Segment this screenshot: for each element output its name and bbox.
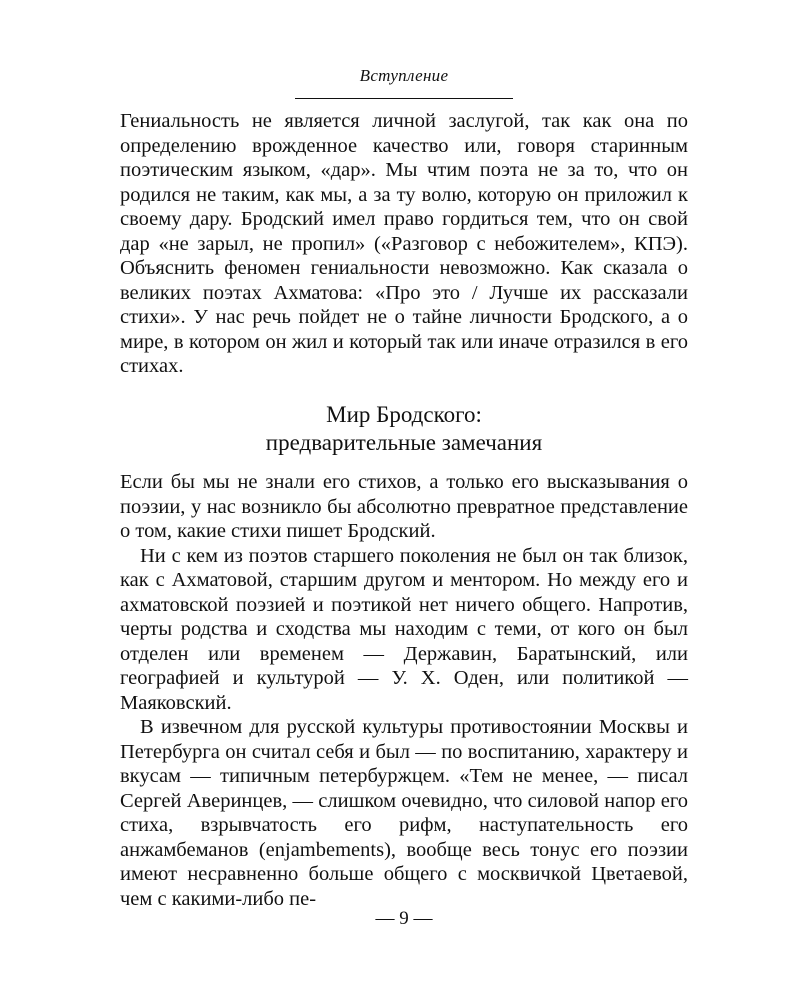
section-text-block	[120, 470, 688, 911]
running-head-rule	[295, 98, 513, 99]
paragraph: Если бы мы не знали его стихов, а только его высказывания о поэзии, у нас возникло бы абсолютно превратное представление о том, какие стихи пишет Бродский.	[120, 471, 688, 542]
section-heading-line-2: предварительные замечания	[265, 430, 543, 455]
paragraph: В извечном для русской культуры противостоянии Москвы и Петербурга он считал себя и был — по воспитанию, характеру и вкусам — типичным петербуржцем. «Тем не менее, — писал Сергей Аверинцев, — слишком очевидно, что силовой напор его стиха, взрывчатость его рифм, наступательность его анжамбеманов (enjambements), вообще весь тонус его поэзии имеют несравненно больше общего с москвичкой Цветаевой, чем с какими-либо пе-	[120, 716, 688, 910]
intro-text-block	[120, 109, 688, 379]
running-head: Вступление	[359, 66, 449, 85]
section-heading	[120, 401, 688, 457]
paragraph: Ни с кем из поэтов старшего поколения не был он так близок, как с Ахматовой, старшим другом и ментором. Но между его и ахматовской поэзией и поэтикой нет ничего общего. Напротив, черты родства и сходства мы находим с теми, от кого он был отделен или временем — Державин, Баратынский, или географией и культурой — У. Х. Оден, или политикой — Маяковский.	[120, 544, 688, 714]
section-heading-line-1: Мир Бродского:	[326, 402, 482, 427]
paragraph: Гениальность не является личной заслугой, так как она по определению врожденное качество или, говоря старинным поэтическим языком, «дар». Мы чтим поэта не за то, что он родился не таким, как мы, а за ту волю, которую он приложил к своему дару. Бродский имел право гордиться тем, что он свой дар «не зарыл, не пропил» («Разговор с небожителем», КПЭ). Объяснить феномен гениальности невозможно. Как сказала о великих поэтах Ахматова: «Про это / Лучше их рассказали стихи». У нас речь пойдет не о тайне личности Бродского, а о мире, в котором он жил и который так или иначе отразился в его стихах.	[120, 110, 688, 377]
page-number: — 9 —	[375, 908, 433, 929]
book-page	[120, 0, 688, 1000]
